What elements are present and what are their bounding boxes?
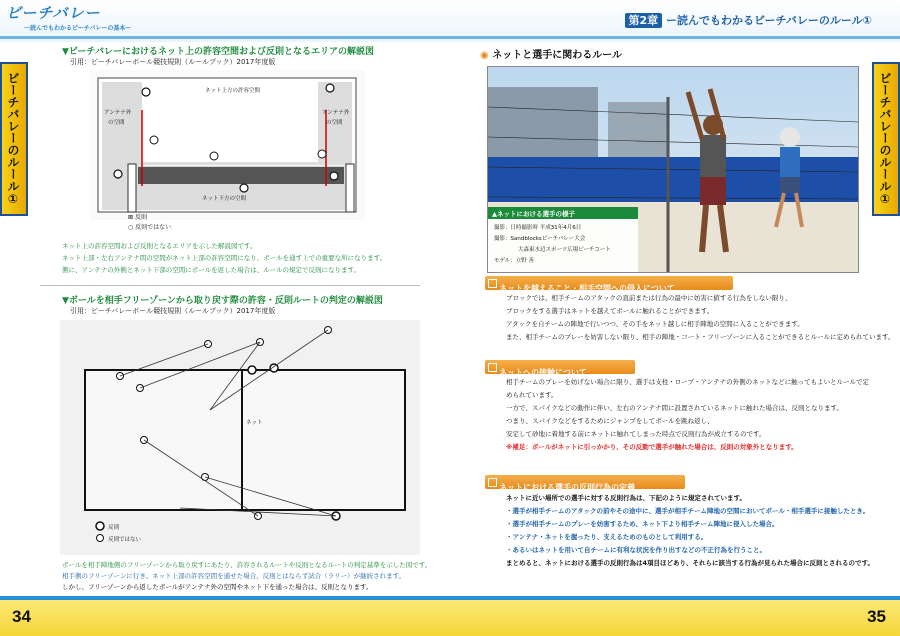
freezone-route-diagram <box>60 320 420 555</box>
square-icon <box>488 478 497 487</box>
player-shirt <box>780 147 800 177</box>
square-icon <box>488 363 497 372</box>
note-line: ボールを相手陣地側のフリーゾーンから取り戻すにあたり、許容されるルートや反則となるルートの判定基準を示した図です。 <box>62 561 432 569</box>
section-1-body <box>506 292 894 344</box>
foul-item: ・選手が相手チームのプレーを妨害するため、ネット下より相手チーム陣地に侵入した場合。 <box>506 520 779 528</box>
ball-foul <box>270 364 278 372</box>
body-line: められています。 <box>506 391 558 399</box>
header-line <box>450 36 900 39</box>
ball-foul <box>114 170 122 178</box>
ball-foul <box>142 88 150 96</box>
building <box>488 87 598 157</box>
photo <box>487 66 859 273</box>
ball-foul <box>330 172 338 180</box>
photo-event: 撮影：Sandblocksビーチバレー大会 <box>494 236 586 242</box>
body-line: ブロックでは、相手チームのアタックの直前または行為の最中に妨害に値する行為をしない限り、 <box>506 294 792 302</box>
header-line <box>0 36 450 39</box>
warning-note: ※補足：ボールがネットに引っかかり、その反動で選手が触れた場合は、反則の対象外となります。 <box>506 443 798 451</box>
note-line: 相手側のフリーゾーンに行き、ネット上部の許容空間を通せた場合、反則とはならず試合（ラリー）が継続されます。 <box>62 572 406 580</box>
player-head <box>780 127 800 147</box>
section-header-net-crossing <box>485 276 733 293</box>
book-logo <box>6 2 146 36</box>
section-header-fouls <box>485 475 685 492</box>
label-above-net: ネット上方の許容空間 <box>205 88 261 94</box>
ball-foul <box>248 366 256 374</box>
bullet-icon: ◉ <box>480 50 493 61</box>
label-antenna-left: アンテナ外 <box>104 110 132 116</box>
right-page <box>450 0 900 636</box>
label-below-net: ネット下方の空間 <box>202 196 247 202</box>
section-2-notes <box>62 560 431 593</box>
photo-caption-title: ▲ネットにおける選手の様子 <box>492 210 575 218</box>
section-2-body <box>506 376 869 454</box>
side-tab-label: ビーチバレーのルール① <box>6 72 20 206</box>
main-title <box>480 46 622 61</box>
building <box>608 102 668 157</box>
logo-subtitle: 一読んでもわかるビーチバレーの基本ー <box>24 25 132 32</box>
section-1-title: ▼ビーチバレーにおけるネット上の許容空間および反則となるエリアの解説図 <box>62 47 375 57</box>
pole-right <box>346 164 354 212</box>
foul-item: ・選手が相手チームのアタックの前やその途中に、選手が相手チーム陣地の空間においてボール・相手選手に接触したとき。 <box>506 507 870 515</box>
section-1-notes <box>62 240 386 276</box>
legend-foul-label-2: 反則 <box>108 525 120 531</box>
body-line: ネットに近い場所での選手に対する反則行為は、下記のように規定されています。 <box>506 494 746 502</box>
foul-item: ・あるいはネットを用いて自チームに有利な状況を作り出すなどの不正行為を行うこと。 <box>506 546 766 554</box>
legend-foul-icon: ⊠ <box>128 214 135 221</box>
chapter-title: ー読んでもわかるビーチバレーのルール① <box>666 14 872 27</box>
side-tab-label: ビーチバレーのルール① <box>878 72 892 206</box>
legend-foul-label: 反則 <box>134 214 147 221</box>
section-1-citation: 引用：ビーチバレーボール競技規則（ルールブック）2017年度版 <box>70 58 276 66</box>
section-2-citation: 引用：ビーチバレーボール競技規則（ルールブック）2017年度版 <box>70 307 276 315</box>
legend-1 <box>128 213 171 233</box>
section-2-title: ▼ボールを相手フリーゾーンから取り戻す際の許容・反則ルートの判定の解説図 <box>62 296 383 306</box>
chapter-label: 第2章 <box>625 13 663 28</box>
main-title-text: ネットと選手に関わるルール <box>492 50 623 61</box>
player-shirt <box>700 135 726 177</box>
label-net: ネット <box>246 420 263 426</box>
legend-ok-label-2: 反則ではない <box>108 537 142 543</box>
summary-line: まとめると、ネットにおける選手の反則行為は4項目ほどあり、それらに該当する行為が見られた場合に反則とされるのです。 <box>506 559 875 567</box>
freezone-route-diagram-svg <box>60 320 420 555</box>
note-line: しかし、フリーゾーンから返したボールがアンテナ外の空間やネット下を通った場合は、反則となります。 <box>62 583 373 591</box>
footer-band <box>450 600 900 636</box>
section-3-body <box>506 492 874 570</box>
logo-title: ビーチバレー <box>6 5 101 22</box>
side-tab-left <box>0 62 28 216</box>
body-line: また、相手チームのプレーを妨害しない限り、相手の陣地・コート・フリーゾーンに入ることができるとルールに定められています。 <box>506 333 895 341</box>
body-line: アタックを自チームの陣地で行いつつ、その手をネット越しに相手陣地の空間に入ることができます。 <box>506 320 804 328</box>
body-line: つまり、スパイクなどをするためにジャンプをしてボールを跳ね返し、 <box>506 417 714 425</box>
photo-caption <box>494 223 611 267</box>
net-mesh <box>138 166 344 184</box>
photo-venue: 大森東水辺スポーツ広場ビーチコート <box>518 247 611 253</box>
foul-item: ・アンテナ・ネットを握ったり、支えるためのものとして利用する。 <box>506 533 708 541</box>
note-line: ネット上部・左右アンテナ間の空間がネット上部の許容空間になり、ボールを通す上での重要な所になります。 <box>62 254 387 262</box>
ball-ok <box>150 136 158 144</box>
player-shorts <box>780 177 800 193</box>
section-header-net-contact <box>485 360 635 377</box>
body-line: 相手チームのプレーを妨げない場合に限り、選手は支柱・ロープ・アンテナの外側のネットなどに触ってもよいとルールで定 <box>506 378 870 386</box>
section-header-label: ネットへの接触について <box>499 368 587 377</box>
divider <box>40 285 420 286</box>
chapter-header <box>625 12 873 28</box>
note-line: 側に、アンテナの外側とネット下部の空間にボールを返した場合は、ルールの規定で反則になります。 <box>62 266 360 274</box>
label-antenna-right-2: の空間 <box>326 120 343 126</box>
pole-left <box>128 164 136 212</box>
section-header-label: ネットを越えること・相手空間への侵入について <box>499 284 675 293</box>
label-antenna-right: アンテナ外 <box>322 110 350 116</box>
body-line: 一方で、スパイクなどの動作に伴い、左右のアンテナ間に設置されているネットに触れた場合は、反則となります。 <box>506 404 843 412</box>
label-antenna-left-2: の空間 <box>108 120 125 126</box>
ball-ok <box>318 150 326 158</box>
player-leg <box>702 205 706 252</box>
blue-fence <box>488 157 858 202</box>
legend-ok-label: 反則ではない <box>135 224 172 231</box>
player-shorts <box>700 177 726 205</box>
legend-foul-icon-2 <box>96 522 104 530</box>
net-space-diagram <box>90 70 365 220</box>
square-icon <box>488 279 497 288</box>
ball-foul <box>326 84 334 92</box>
photo-date: 撮影：日時撮影時 平成31年4月6日 <box>494 225 582 231</box>
page-number-right: 35 <box>867 607 886 626</box>
photo-model: モデル：立野 善 <box>494 258 534 264</box>
ball-ok <box>210 152 218 160</box>
page-number-left: 34 <box>12 607 31 626</box>
legend-ok-icon-2 <box>97 535 104 542</box>
footer-band <box>0 600 450 636</box>
body-line: 安定して砂地に着地する前にネットに触れてしまった時点で反則行為が成立するのです。 <box>506 430 766 438</box>
body-line: ブロックをする選手はネットを越えてボールに触れることができます。 <box>506 307 714 315</box>
legend-ok-icon: ○ <box>128 224 136 231</box>
section-header-label: ネットにおける選手の反則行為の定義 <box>499 483 635 492</box>
note-line: ネット上の許容空間および反則となるエリアを示した解説図です。 <box>62 242 257 250</box>
side-tab-right <box>872 62 900 216</box>
ball-foul <box>240 184 248 192</box>
